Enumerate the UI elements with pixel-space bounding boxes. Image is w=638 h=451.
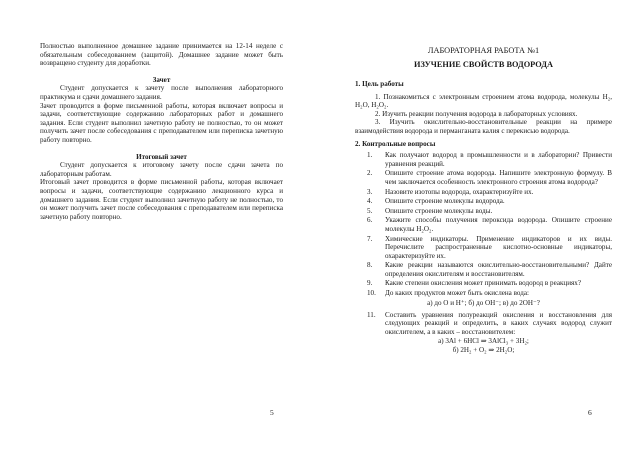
question-item: 6. Укажите способы получения пероксида водорода. Опишите строение молекулы H₂O₂. [367,216,612,233]
lab-title: ЛАБОРАТОРНАЯ РАБОТА №1 [427,46,540,55]
question-10-options: а) до O и H⁺; б) до OH⁻; в) до 2OH⁻? [427,298,540,307]
question-item: 8. Какие реакции называются окислительно-восстановительными? Дайте определения окислителям и восстановителям. [367,261,612,278]
zachet-heading: Зачет [152,75,171,84]
goal-item-3: 3. Изучить окислительно-восстановительные реакции на примере взаимодействия водорода и перманганата калия с перекисью водорода. [355,118,612,135]
question-item: 9. Какие степени окисления может принимать водород в реакциях? [367,279,581,288]
question-item: 5. Опишите строение молекулы воды. [367,206,493,215]
question-item: 3. Назовите изотопы водорода, охарактеризуйте их. [367,187,534,196]
zachet-paragraph-1: Студент допускается к зачету после выполнения лабораторного практикума и сдачи домашнего задания. [40,84,283,101]
final-zachet-paragraph-1: Студент допускается к итоговому зачету после сдачи зачета по лабораторным работам. [40,161,283,178]
right-page [319,0,638,451]
questions-heading: 2. Контрольные вопросы [355,139,436,148]
question-item: 10. До каких продуктов может быть окислена вода: [367,289,529,298]
question-item: 2. Опишите строение атома водорода. Напишите электронную формулу. В чем заключается особенность электронного строения атома водорода? [367,169,612,186]
equation-a: а) 3Al + 6HCl ⇒ 3AlCl₃ + 3H₂; [438,337,529,346]
zachet-paragraph-2: Зачет проводится в форме письменной работы, которая включает вопросы и задачи, соответствующие содержанию лабораторных работ и домашнего задания. Если студент выполнил зачетную работу не полностью, то он может получить зачет после собеседования с преподавателем или переписка зачетную работу повторно. [40,101,283,144]
final-zachet-paragraph-2: Итоговый зачет проводится в форме письменной работы, которая включает вопросы и задачи, соответствующие содержанию лекционного курса и домашнего задания. Если студент выполнил зачетную работу не полностью, то он может получить зачет после собеседования с преподавателем или переписка зачетную работу повторно. [40,178,283,221]
questions-list [355,151,612,298]
goal-heading: 1. Цель работы [355,80,404,88]
lab-subtitle: ИЗУЧЕНИЕ СВОЙСТВ ВОДОРОДА [414,60,553,69]
goal-item-2: 2. Изучить реакции получения водорода в лабораторных условиях. [375,109,578,118]
question-item: 11. Составить уравнения полуреакций окисления и восстановления для следующих реакций и определить, в каких случаях водород служит окислителем, а в каких – восстановителем: [367,310,612,336]
page-number-left: 5 [270,408,274,417]
questions-list-cont [355,311,612,337]
goal-item-1: 1. Познакомиться с электронным строением атома водорода, молекулы H₂, H₂O, H₂O₂. [355,92,612,110]
question-item: 4. Опишите строение молекулы водорода. [367,197,505,206]
question-item: 7. Химические индикаторы. Применение индикаторов и их виды. Перечислите распространенные кислотно-основные индикаторы, охарактеризуйте их. [367,234,612,260]
page-number-right: 6 [588,408,592,417]
final-zachet-heading: Итоговый зачет [136,152,187,161]
equation-b: б) 2H₂ + O₂ ⇒ 2H₂O; [452,346,515,355]
question-item: 1. Как получают водород в промышленности и в лаборатории? Привести уравнения реакций. [367,151,612,168]
intro-paragraph: Полностью выполненное домашнее задание принимается на 12-14 неделе с обязательным собеседованием (защитой). Домашнее задание может быть возвращено студенту для доработки. [40,42,283,68]
